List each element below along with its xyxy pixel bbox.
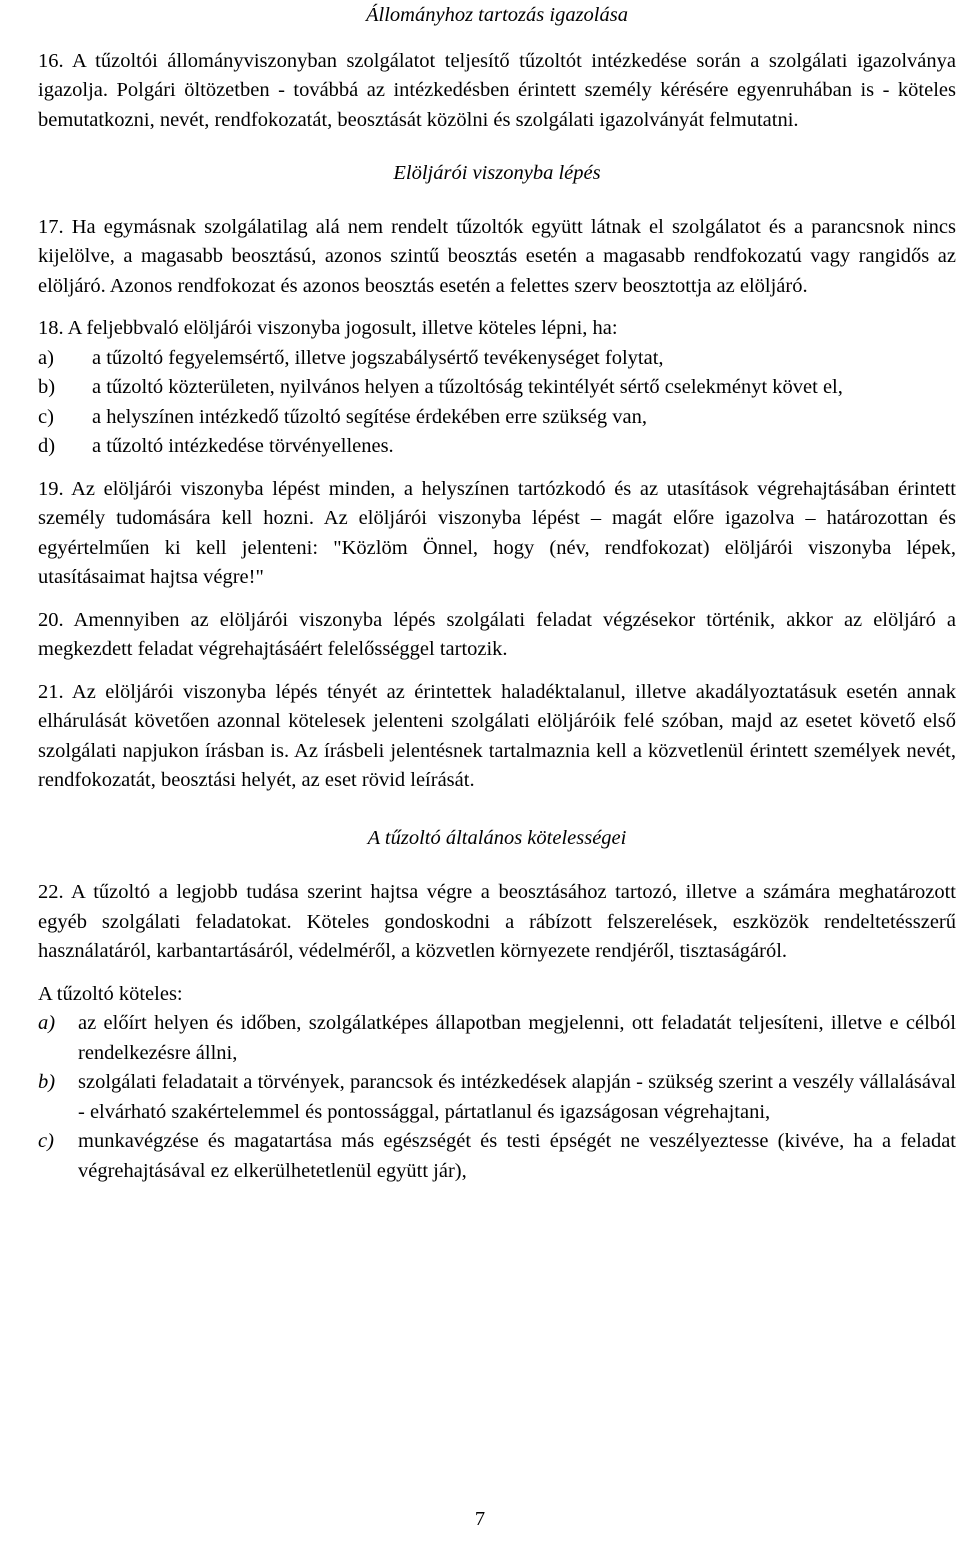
section-heading-superior-relation: Elöljárói viszonyba lépés	[393, 162, 601, 184]
section-heading-membership: Állományhoz tartozás igazolása	[366, 4, 628, 26]
list-item-text: a tűzoltó közterületen, nyilvános helyen a tűzoltóság tekintélyét sértő cselekményt követ el,	[92, 376, 843, 398]
duties-list	[38, 1009, 956, 1186]
list-item	[38, 1009, 956, 1068]
list-item	[38, 403, 956, 433]
duties-intro: A tűzoltó köteles:	[38, 982, 183, 1005]
list-item-text: szolgálati feladatait a törvények, parancsok és intézkedések alapján - szükség szerint a veszély vállalásával - elvárható szakértelemmel és pontossággal, pártatlanul és igazságosan végrehajtani,	[78, 1071, 956, 1123]
paragraph-19: 19. Az elöljárói viszonyba lépést minden, a helyszínen tartózkodó és az utasítások végrehajtásában érintett személy tudomására kell hozni. Az elöljárói viszonyba lépést – magát előre igazolva – határozottan és egyértelműen ki kell jelenteni: "Közlöm Önnel, hogy (név, rendfokozat) elöljárói viszonyba lépek, utasításaimat hajtsa végre!"	[38, 477, 956, 588]
list-item	[38, 344, 956, 374]
paragraph-17: 17. Ha egymásnak szolgálatilag alá nem rendelt tűzoltók együtt látnak el szolgálatot és a parancsnok nincs kijelölve, a magasabb beosztású, azonos szintű beosztás esetén a magasabb rendfokozatú vagy rangidős az elöljáró. Azonos rendfokozat és azonos beosztás esetén a felettes szerv beosztottja az elöljáró.	[38, 215, 956, 297]
list-item-text: a tűzoltó intézkedése törvényellenes.	[92, 435, 394, 457]
list-item-marker: a)	[38, 346, 54, 369]
document-page	[38, 0, 956, 1186]
list-item	[38, 432, 956, 462]
paragraph-18-intro: 18. A feljebbvaló elöljárói viszonyba jogosult, illetve köteles lépni, ha:	[38, 317, 618, 339]
list-item	[38, 373, 956, 403]
paragraph-21: 21. Az elöljárói viszonyba lépés tényét az érintettek haladéktalanul, illetve akadályoztatásuk esetén annak elhárulását követően azonnal kötelesek jelenteni szolgálati elöljáróik felé szóban, majd az esetet követő első szolgálati napjukon írásban is. Az írásbeli jelentésnek tartalmaznia kell a közvetlenül érintett személyek nevét, rendfokozatát, beosztási helyét, az eset rövid leírását.	[38, 680, 956, 791]
list-item	[38, 1127, 956, 1186]
list-item-marker: b)	[38, 1071, 56, 1093]
list-item-marker: b)	[38, 376, 56, 398]
list-item-marker: c)	[38, 405, 54, 428]
list-item-text: a tűzoltó fegyelemsértő, illetve jogszabálysértő tevékenységet folytat,	[92, 346, 664, 369]
list-item-marker: c)	[38, 1130, 54, 1152]
page-number: 7	[474, 1508, 486, 1530]
list-item-marker: d)	[38, 435, 56, 457]
paragraph-22: 22. A tűzoltó a legjobb tudása szerint hajtsa végre a beosztásához tartozó, illetve a számára meghatározott egyéb szolgálati feladatokat. Köteles gondoskodni a rábízott felszerelések, eszközök rendeltetésszerű használatáról, karbantartásáról, védelméről, a közvetlen környezete rendjéről, tisztaságáról.	[38, 881, 956, 962]
list-item-text: a helyszínen intézkedő tűzoltó segítése érdekében erre szükség van,	[92, 405, 647, 428]
paragraph-20: 20. Amennyiben az elöljárói viszonyba lépés szolgálati feladat végzésekor történik, akkor az elöljáró a megkezdett feladat végrehajtásáért felelősséggel tartozik.	[38, 608, 956, 660]
list-item-marker: a)	[38, 1012, 56, 1034]
list-item	[38, 1068, 956, 1127]
list-item-text: az előírt helyen és időben, szolgálatképes állapotban megjelenni, ott feladatát teljesíteni, illetve e célból rendelkezésre állni,	[78, 1012, 956, 1064]
paragraph-18-list	[38, 344, 956, 462]
paragraph-16: 16. A tűzoltói állományviszonyban szolgálatot teljesítő tűzoltót intézkedése során a szolgálati igazolványa igazolja. Polgári öltözetben - továbbá az intézkedésben érintett személy kérésére egyenruhában is - köteles bemutatkozni, nevét, rendfokozatát, beosztását közölni és szolgálati igazolványát felmutatni.	[38, 49, 956, 131]
section-heading-general-duties: A tűzoltó általános kötelességei	[367, 826, 627, 849]
list-item-text: munkavégzése és magatartása más egészségét és testi épségét ne veszélyeztesse (kivéve, ha a feladat végrehajtásával ez elkerülhetetlenül együtt jár),	[78, 1130, 956, 1182]
